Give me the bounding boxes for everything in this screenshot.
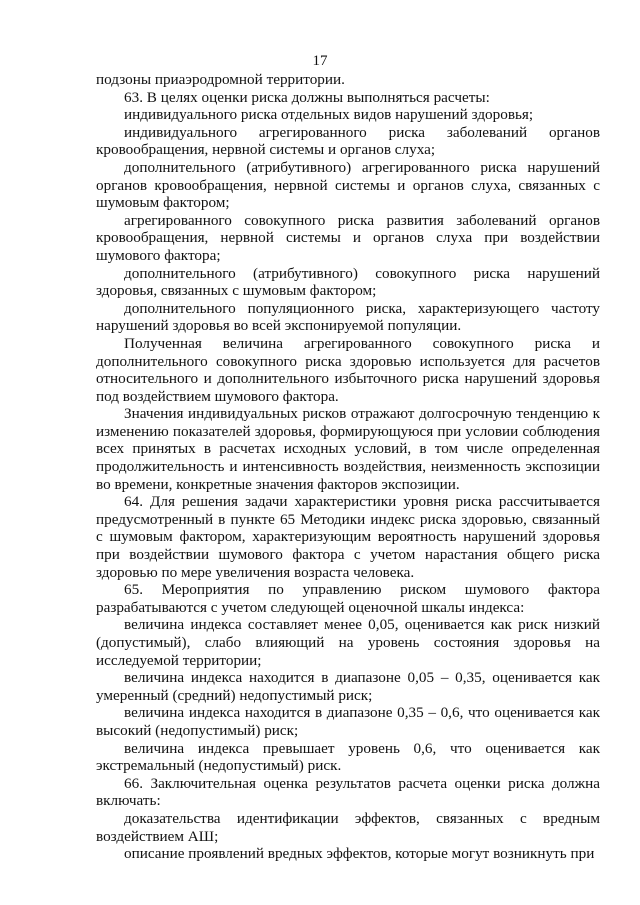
paragraph: величина индекса превышает уровень 0,6, что оценивается как экстремальный (недопустимый) риск. [96,739,600,775]
paragraph: описание проявлений вредных эффектов, которые могут возникнуть при [124,845,595,863]
paragraph: дополнительного (атрибутивного) совокупного риска нарушений здоровья, связанных с шумовым фактором; [96,264,600,300]
paragraph: величина индекса находится в диапазоне 0,35 – 0,6, что оценивается как высокий (недопустимый) риск; [96,704,600,739]
document-text [96,71,600,863]
page-number: 17 [312,53,328,69]
paragraph: 64. Для решения задачи характеристики уровня риска рассчитывается предусмотренный в пункте 65 Методики индекс риска здоровью, связанный с шумовым фактором, характеризующим вероятность нарушений здоровья при воздействии шумового фактора с учетом нарастания общего риска здоровью по мере увеличения возраста человека. [96,493,600,581]
paragraph: величина индекса составляет менее 0,05, оценивается как риск низкий (допустимый), слабо влияющий на уровень состояния здоровья на исследуемой территории; [96,616,600,669]
paragraph: 63. В целях оценки риска должны выполняться расчеты: [124,88,490,106]
paragraph: дополнительного популяционного риска, характеризующего частоту нарушений здоровья во всей экспонируемой популяции. [96,299,600,335]
paragraph: индивидуального агрегированного риска заболеваний органов кровообращения, нервной системы и органов слуха; [96,123,600,159]
paragraph: индивидуального риска отдельных видов нарушений здоровья; [124,106,534,124]
paragraph: дополнительного (атрибутивного) агрегированного риска нарушений органов кровообращения, нервной системы и органов слуха, связанных с шумовым фактором; [96,158,600,212]
paragraph: доказательства идентификации эффектов, связанных с вредным воздействием АШ; [96,809,600,845]
paragraph: агрегированного совокупного риска развития заболеваний органов кровообращения, нервной системы и органов слуха при воздействии шумового фактора; [96,211,600,264]
paragraph: 66. Заключительная оценка результатов расчета оценки риска должна включать: [96,774,600,810]
paragraph: Значения индивидуальных рисков отражают долгосрочную тенденцию к изменению показателей здоровья, формирующуюся при условии соблюдения всех принятых в расчетах исходных условий, в том числе определенная продолжительность и интенсивность воздействия, неизменность экспозиции во времени, конкретные значения факторов экспозиции. [96,405,600,493]
paragraph: 65. Мероприятия по управлению риском шумового фактора разрабатываются с учетом следующей оценочной шкалы индекса: [96,581,600,616]
paragraph: величина индекса находится в диапазоне 0,05 – 0,35, оценивается как умеренный (средний) недопустимый риск; [96,669,600,704]
paragraph: Полученная величина агрегированного совокупного риска и дополнительного совокупного риска здоровью используется для расчетов относительного и дополнительного избыточного риска нарушений здоровья под воздействием шумового фактора. [96,334,600,405]
paragraph: подзоны приаэродромной территории. [96,71,345,88]
